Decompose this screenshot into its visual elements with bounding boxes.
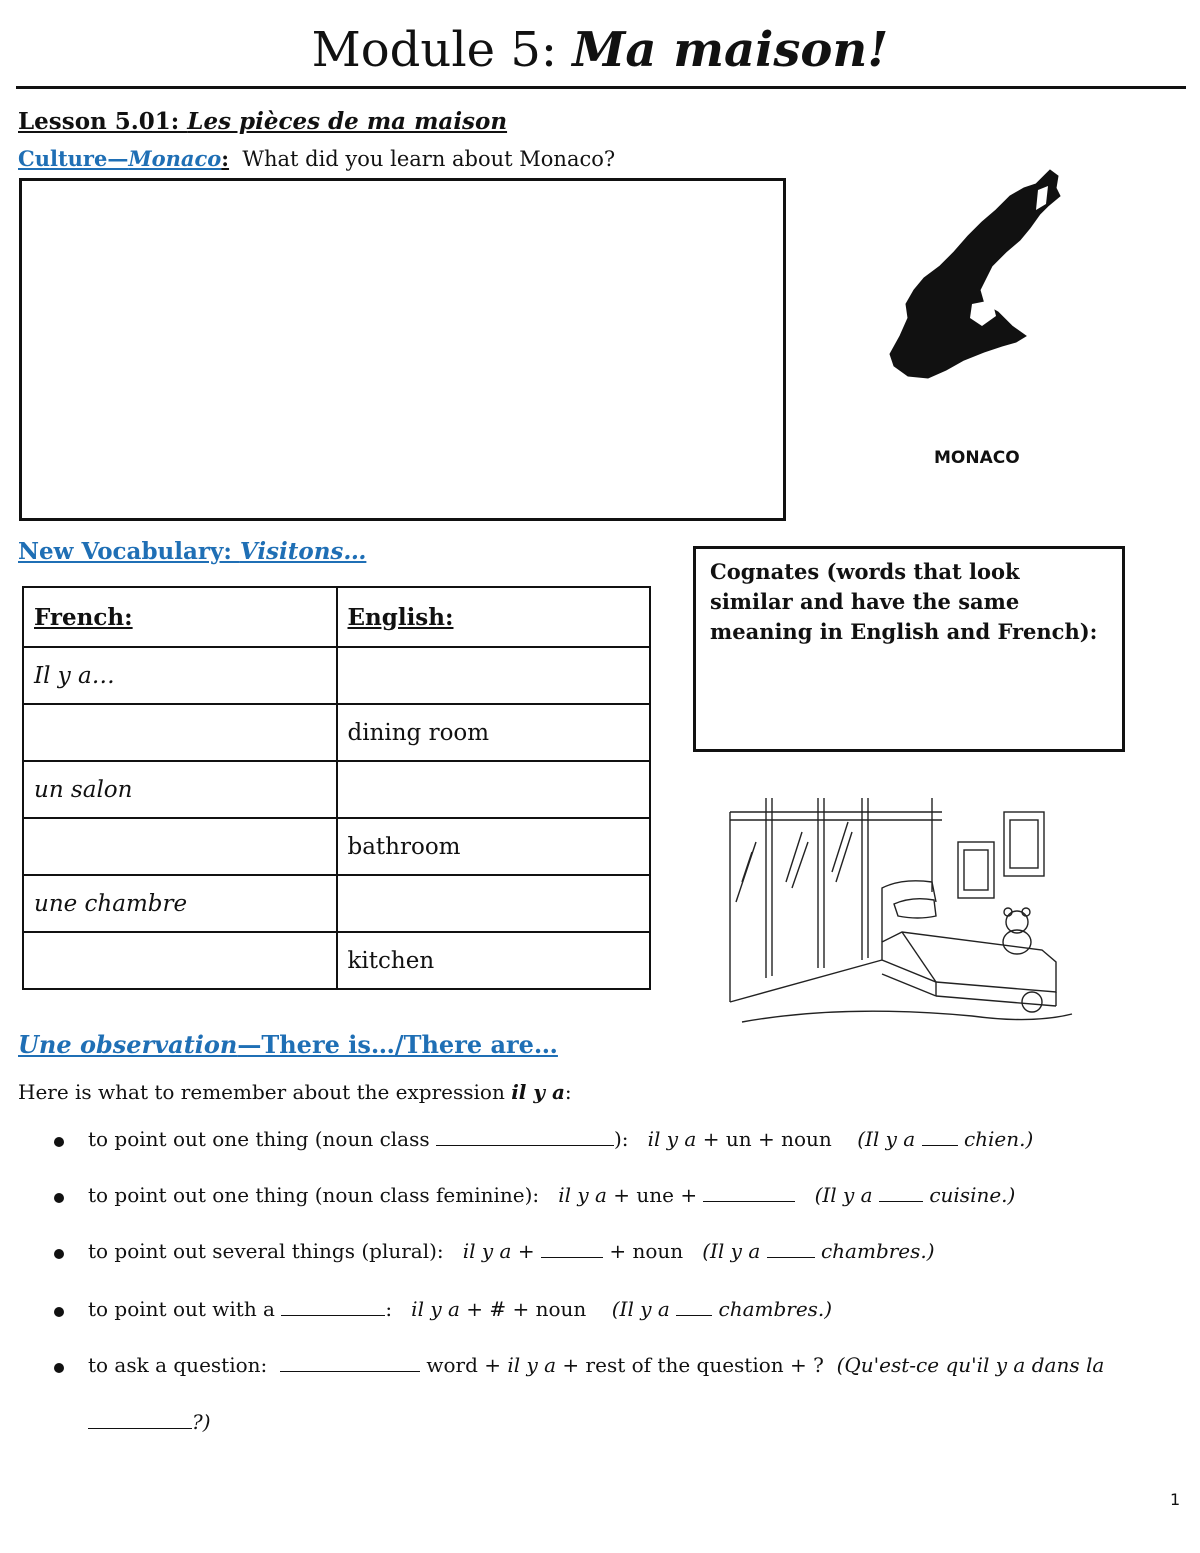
title-emphasis: Ma maison! [572, 22, 889, 78]
title-prefix: Module 5: [311, 22, 573, 78]
rule-number [88, 1297, 832, 1321]
blank-line[interactable] [541, 1241, 603, 1258]
cognates-prompt: Cognates (words that look similar and have the same meaning in English and French): [710, 559, 1098, 644]
blank-line[interactable] [703, 1185, 795, 1202]
rule-text: : [385, 1297, 399, 1321]
rule-text: + [511, 1239, 541, 1263]
observation-intro [18, 1080, 572, 1104]
intro-term: il y a [511, 1080, 565, 1104]
cognates-box[interactable] [693, 546, 1125, 752]
rule-masculine [88, 1127, 1033, 1151]
blank-line[interactable] [676, 1299, 712, 1316]
blank-line[interactable] [281, 1299, 385, 1316]
vocab-heading [18, 538, 366, 565]
vocab-row [23, 932, 650, 989]
rule-text: + rest of the question + ? [556, 1353, 824, 1377]
observation-heading-rest: —There is…/There are… [237, 1030, 558, 1059]
monaco-map-shape [890, 170, 1060, 378]
vocab-heading-emph: Visitons… [239, 538, 367, 565]
vocab-french-cell[interactable]: un salon [23, 761, 337, 818]
observation-heading-emph: Une observation [18, 1030, 238, 1059]
vocab-table [22, 586, 651, 990]
rule-text: ): [614, 1127, 635, 1151]
rule-term: il y a [647, 1127, 697, 1151]
rule-text: + # + noun [459, 1297, 587, 1321]
blank-line[interactable] [436, 1129, 614, 1146]
rule-example: cuisine.) [922, 1183, 1016, 1207]
vocab-row [23, 647, 650, 704]
rule-text: to ask a question: [88, 1353, 274, 1377]
blank-line[interactable] [879, 1185, 923, 1202]
blank-line[interactable] [280, 1355, 420, 1372]
blank-line[interactable] [88, 1412, 192, 1429]
english-header: English: [337, 587, 651, 647]
vocab-english-cell[interactable]: bathroom [337, 818, 651, 875]
culture-heading [18, 146, 615, 171]
vocab-english-cell[interactable] [337, 875, 651, 932]
map-label: MONACO [934, 448, 1020, 468]
vocab-english-cell[interactable]: dining room [337, 704, 651, 761]
vocab-french-cell[interactable] [23, 818, 337, 875]
rule-term: il y a [462, 1239, 512, 1263]
blank-line[interactable] [767, 1241, 815, 1258]
bullet-icon [54, 1363, 64, 1373]
intro-suffix: : [564, 1080, 572, 1104]
culture-place: Monaco [128, 146, 222, 171]
title-divider [16, 86, 1186, 89]
blank-line[interactable] [922, 1129, 958, 1146]
culture-label: Culture— [18, 146, 129, 171]
rug-line [742, 1011, 1072, 1022]
rule-example: (Il y a [702, 1239, 767, 1263]
vocab-heading-prefix: New Vocabulary: [18, 538, 240, 565]
vocab-row [23, 875, 650, 932]
rule-term: il y a [411, 1297, 460, 1321]
rule-plural [88, 1239, 935, 1263]
rule-text: + noun [602, 1239, 684, 1263]
intro-prefix: Here is what to remember about the expression [18, 1080, 512, 1104]
vocab-row [23, 818, 650, 875]
bullet-icon [54, 1249, 64, 1259]
french-header: French: [23, 587, 337, 647]
bullet-icon [54, 1137, 64, 1147]
lesson-label: Lesson 5.01: [18, 108, 188, 135]
vocab-english-cell[interactable] [337, 761, 651, 818]
rule-term: il y a [507, 1353, 557, 1377]
bed [882, 881, 1056, 1006]
rule-feminine [88, 1183, 1015, 1207]
rule-text: + une + [606, 1183, 704, 1207]
vocab-french-cell[interactable]: une chambre [23, 875, 337, 932]
rule-text: to point out one thing (noun class feminine): [88, 1183, 546, 1207]
rule-text: word + [419, 1353, 508, 1377]
wall-frames [958, 812, 1044, 898]
page-number: 1 [1170, 1490, 1181, 1509]
rule-text: to point out one thing (noun class [88, 1127, 436, 1151]
rule-example: (Il y a [814, 1183, 879, 1207]
ball [1022, 992, 1042, 1012]
culture-prompt: What did you learn about Monaco? [242, 147, 616, 171]
monaco-map [888, 166, 1068, 381]
observation-heading [18, 1030, 558, 1059]
rule-text: to point out several things (plural): [88, 1239, 451, 1263]
culture-colon: : [221, 146, 230, 171]
rule-text: to point out with a [88, 1297, 282, 1321]
culture-answer-box[interactable] [19, 178, 786, 521]
rule-example: chambres.) [814, 1239, 935, 1263]
vocab-french-cell[interactable] [23, 704, 337, 761]
rule-example: (Qu'est-ce qu'il y a dans la [836, 1353, 1105, 1377]
vocab-english-cell[interactable] [337, 647, 651, 704]
bullet-icon [54, 1307, 64, 1317]
rule-example: chien.) [957, 1127, 1034, 1151]
vocab-french-cell[interactable]: Il y a… [23, 647, 337, 704]
vocab-english-cell[interactable]: kitchen [337, 932, 651, 989]
rule-term: il y a [558, 1183, 607, 1207]
lesson-heading [18, 108, 507, 135]
vocab-header-row [23, 587, 650, 647]
vocab-row [23, 761, 650, 818]
vocab-row [23, 704, 650, 761]
rule-example: (Il y a [857, 1127, 922, 1151]
rule-example: ?) [192, 1410, 211, 1434]
bullet-icon [54, 1193, 64, 1203]
rule-question-continued [88, 1410, 211, 1434]
rule-text: + un + noun [696, 1127, 832, 1151]
bedroom-illustration [722, 792, 1082, 1032]
page-title [0, 22, 1200, 78]
lesson-name: Les pièces de ma maison [187, 108, 508, 135]
rule-example: (Il y a [611, 1297, 677, 1321]
rule-example: chambres.) [712, 1297, 833, 1321]
vocab-french-cell[interactable] [23, 932, 337, 989]
rule-question [88, 1353, 1104, 1377]
